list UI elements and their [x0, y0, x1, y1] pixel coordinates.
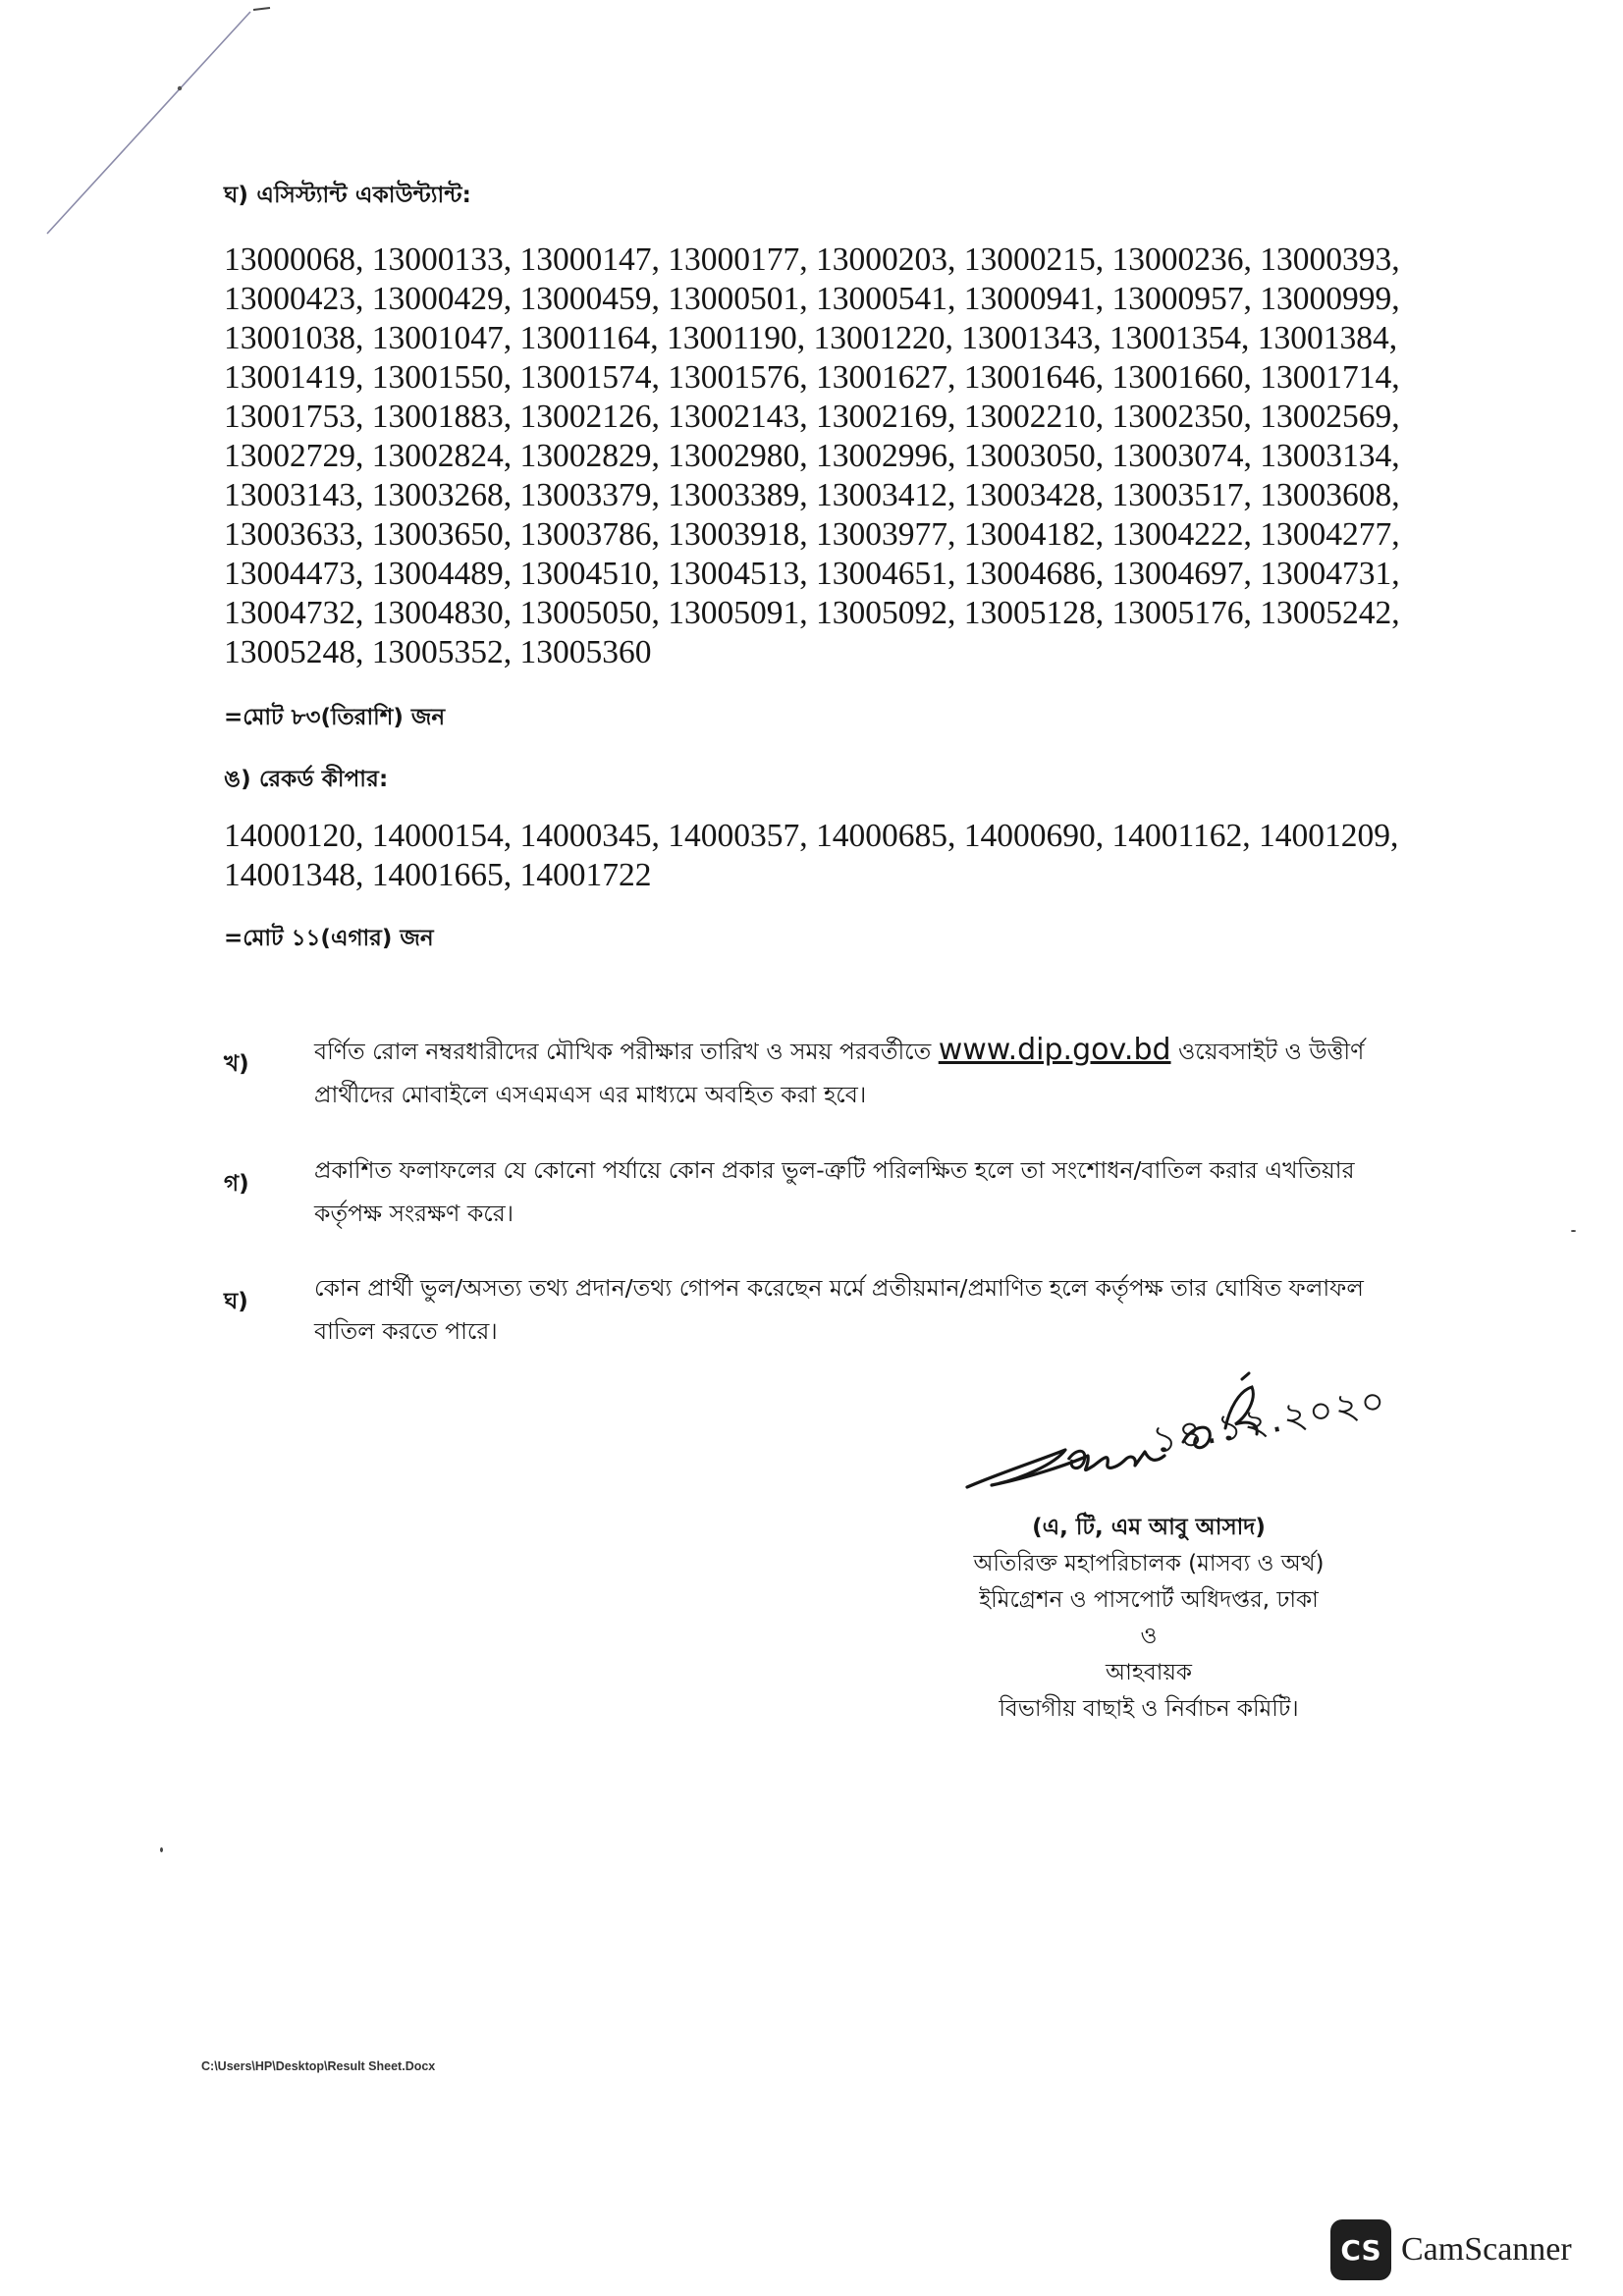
camscanner-logo-icon: CS	[1330, 2219, 1391, 2280]
record-keeper-total: =মোট ১১(এগার) জন	[224, 926, 434, 951]
roll-line: 13002729, 13002824, 13002829, 13002980, 13002996, 13003050, 13003074, 13003134,	[224, 438, 1400, 474]
roll-line: 13000423, 13000429, 13000459, 13000501, 13000541, 13000941, 13000957, 13000999,	[224, 281, 1400, 317]
note-text-error-correction: প্রকাশিত ফলাফলের যে কোনো পর্যায়ে কোন প্রকার ভুল-ত্রুটি পরিলক্ষিত হলে তা সংশোধন/বাতিল করার এখতিয়ার কর্তৃপক্ষ সংরক্ষণ করে।	[314, 1156, 1355, 1227]
scan-speck	[160, 1847, 163, 1852]
roll-line: 13001419, 13001550, 13001574, 13001576, 13001627, 13001646, 13001660, 13001714,	[224, 359, 1400, 396]
signatory-conjunction: ও	[1140, 1624, 1158, 1649]
note-marker: গ)	[224, 1171, 249, 1197]
file-path-footer: C:\Users\HP\Desktop\Result Sheet.Docx	[201, 2059, 436, 2073]
roll-line: 13003633, 13003650, 13003786, 13003918, 13003977, 13004182, 13004222, 13004277,	[224, 516, 1400, 553]
roll-line: 13001753, 13001883, 13002126, 13002143, 13002169, 13002210, 13002350, 13002569,	[224, 399, 1400, 435]
assistant-accountant-roll-list	[224, 240, 1400, 672]
roll-line: 13004732, 13004830, 13005050, 13005091, 13005092, 13005128, 13005176, 13005242,	[224, 595, 1400, 631]
camscanner-name: CamScanner	[1401, 2231, 1572, 2268]
roll-line: 13003143, 13003268, 13003379, 13003389, 13003412, 13003428, 13003517, 13003608,	[224, 477, 1400, 513]
note-marker: খ)	[224, 1051, 249, 1077]
note-text-part: বর্ণিত রোল নম্বরধারীদের মৌখিক পরীক্ষার তারিখ ও সময় পরবর্তীতে	[314, 1038, 939, 1065]
note-text-interview-schedule	[314, 1029, 1404, 1116]
roll-line: 13004473, 13004489, 13004510, 13004513, 13004651, 13004686, 13004697, 13004731,	[224, 556, 1400, 592]
note-text-part: ওয়েবসাইট ও উত্তীর্ণ প্রার্থীদের মোবাইলে এসএমএস এর মাধ্যমে অবহিত করা হবে।	[314, 1038, 1365, 1108]
roll-line: 13005248, 13005352, 13005360	[224, 634, 652, 670]
assistant-accountant-heading: ঘ) এসিস্ট্যান্ট একাউন্ট্যান্ট:	[224, 183, 472, 208]
record-keeper-roll-list	[224, 817, 1399, 895]
roll-line: 13001038, 13001047, 13001164, 13001190, 13001220, 13001343, 13001354, 13001384,	[224, 320, 1398, 356]
signatory-name: (এ, টি, এম আবু আসাদ)	[1032, 1515, 1266, 1540]
roll-line: 14001348, 14001665, 14001722	[224, 857, 652, 893]
website-link[interactable]: www.dip.gov.bd	[938, 1033, 1171, 1067]
scan-artifact-line	[0, 0, 295, 255]
roll-line: 14000120, 14000154, 14000345, 14000357, 14000685, 14000690, 14001162, 14001209,	[224, 818, 1399, 854]
signatory-designation: অতিরিক্ত মহাপরিচালক (মাসব্য ও অর্থ)	[973, 1551, 1325, 1576]
camscanner-watermark	[1330, 2218, 1572, 2281]
note-text-false-information: কোন প্রার্থী ভুল/অসত্য তথ্য প্রদান/তথ্য গোপন করেছেন মর্মে প্রতীয়মান/প্রমাণিত হলে কর্তৃপক্ষ তার ঘোষিত ফলাফল বাতিল করতে পারে।	[314, 1274, 1364, 1345]
signature-date: ১৪.১২.২০২০	[1149, 1377, 1390, 1463]
scan-speck	[1571, 1230, 1576, 1232]
roll-line: 13000068, 13000133, 13000147, 13000177, 13000203, 13000215, 13000236, 13000393,	[224, 241, 1400, 278]
assistant-accountant-total: =মোট ৮৩(তিরাশি) জন	[224, 705, 446, 730]
record-keeper-heading: ঙ) রেকর্ড কীপার:	[224, 767, 389, 792]
note-marker: ঘ)	[224, 1289, 248, 1314]
signatory-committee: বিভাগীয় বাছাই ও নির্বাচন কমিটি।	[999, 1696, 1299, 1722]
signatory-block	[913, 1510, 1384, 1728]
signatory-office: ইমিগ্রেশন ও পাসপোর্ট অধিদপ্তর, ঢাকা	[979, 1587, 1319, 1613]
signatory-role: আহবায়ক	[1105, 1660, 1193, 1685]
